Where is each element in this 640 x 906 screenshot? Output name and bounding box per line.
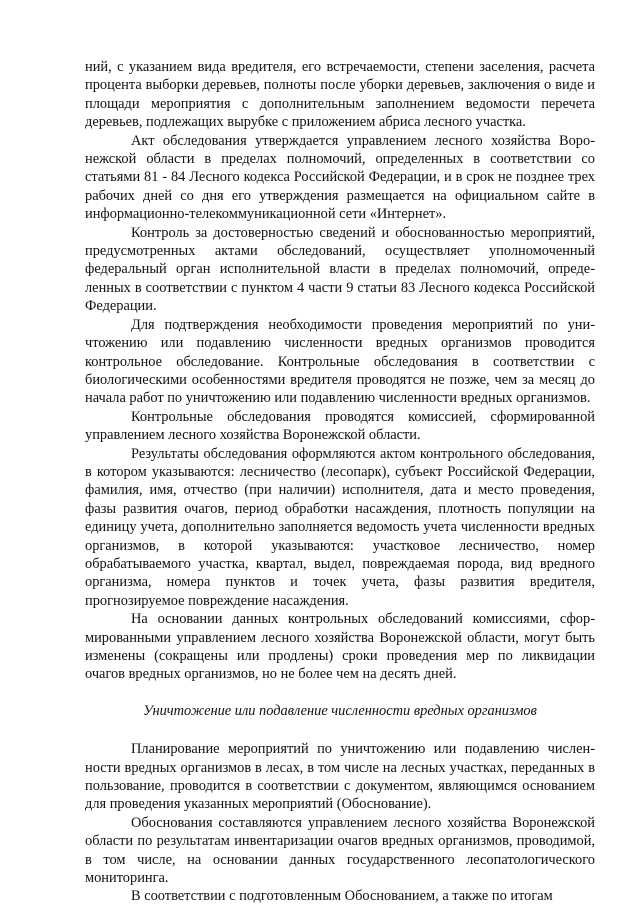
paragraph: Результаты обследования оформляются актом контрольного обследования, в котором указываются: лесничество (лесопарк), субъект Российской Федерации, фамилия, имя, отчество (при наличии) исполнителя, дата и место проведения, фазы развития очагов, период обработки насаждения, плотность популяции на единицу учета, дополнительно заполняется ведомость учета численности вредных организмов, в которой указываются: участковое лесничество, номер обрабатываемого участка, квартал, выдел, повреждаемая порода, вид вредного организма, номера пунктов и точек учета, фазы развития вредителя, прогнозируемое повреждение насаждения.: [85, 445, 595, 609]
paragraph: Для подтверждения необходимости проведения мероприятий по уничтожению или подавлению численности вредных организмов проводится контрольное обследование. Контрольные обследования в соответствии с биологическими особенностями вредителя проводятся не позже, чем за месяц до начала работ по уничтожению или подавлению численности вредных организмов.: [85, 316, 595, 407]
paragraph: Обоснования составляются управлением лесного хозяйства Воронежской области по результатам инвентаризации очагов вредных организмов, проводимой, в том числе, на основании данных государственного лесопатологического мониторинга.: [85, 814, 595, 887]
paragraph: На основании данных контрольных обследований комиссиями, сформированными управлением лесного хозяйства Воронежской области, могут быть изменены (сокращены или продлены) сроки проведения мер по ликвидации очагов вредных организмов, но не более чем на десять дней.: [85, 611, 595, 683]
paragraph: ний, с указанием вида вредителя, его встречаемости, степени заселения, расчета процента выборки деревьев, полноты после уборки деревьев, заключения о виде и площади мероприятия с дополнительным заполнением ведомости перечета деревьев, подлежащих вырубке с приложением абриса лесного участка.: [85, 59, 595, 131]
section-heading: Уничтожение или подавление численности вредных организмов: [143, 702, 537, 719]
paragraph: Контроль за достоверностью сведений и обоснованностью мероприятий, предусмотренных актами обследований, осуществляет уполномоченный федеральный орган исполнительной власти в пределах полномочий, определенных в соответствии с пунктом 4 части 9 статьи 83 Лесного кодекса Российской Федерации.: [85, 224, 595, 315]
paragraph: Акт обследования утверждается управлением лесного хозяйства Воронежской области в пределах полномочий, определенных в соответствии со статьями 81 - 84 Лесного кодекса Российской Федерации, и в срок не позднее трех рабочих дней со дня его утверждения размещается на официальном сайте в информационно-телекоммуникационной сети «Интернет».: [85, 132, 595, 223]
paragraph: Планирование мероприятий по уничтожению или подавлению численности вредных организмов в лесах, в том числе на лесных участках, переданных в пользование, проводится в соответствии с документом, являющимся основанием для проведения указанных мероприятий (Обоснование).: [85, 741, 595, 813]
paragraph: Контрольные обследования проводятся комиссией, сформированной управлением лесного хозяйства Воронежской области.: [85, 408, 595, 444]
document-page: [85, 58, 595, 906]
paragraph: В соответствии с подготовленным Обоснованием, а также по итогам: [131, 888, 553, 905]
